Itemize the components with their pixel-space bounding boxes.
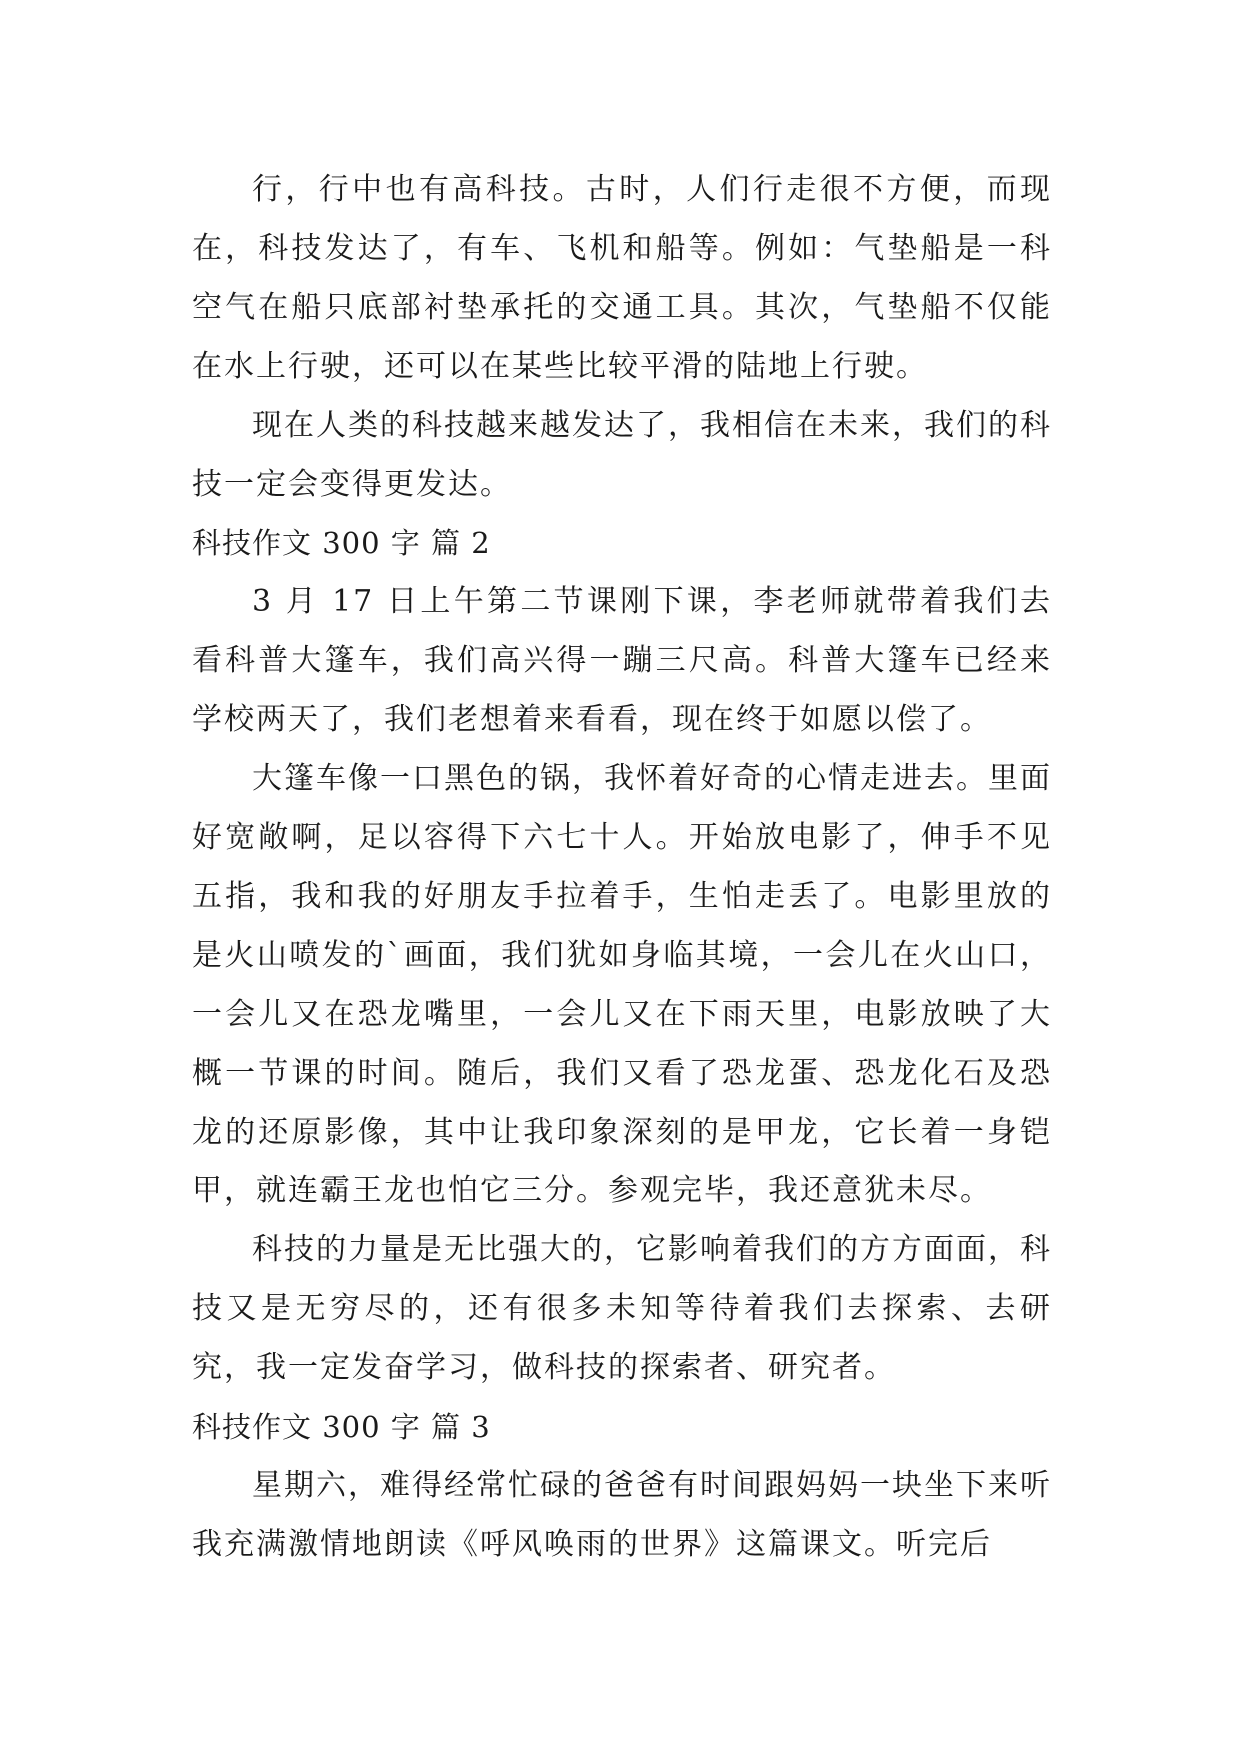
document-body xyxy=(192,161,1052,1575)
section-heading: 科技作文 300 字 篇 2 xyxy=(192,526,491,561)
paragraph: 大篷车像一口黑色的锅，我怀着好奇的心情走进去。里面好宽敞啊，足以容得下六七十人。开始放电影了，伸手不见五指，我和我的好朋友手拉着手，生怕走丢了。电影里放的是火山喷发的`画面，我们犹如身临其境，一会儿在火山口，一会儿又在恐龙嘴里，一会儿又在下雨天里，电影放映了大概一节课的时间。随后，我们又看了恐龙蛋、恐龙化石及恐龙的还原影像，其中让我印象深刻的是甲龙，它长着一身铠甲，就连霸王龙也怕它三分。参观完毕，我还意犹未尽。 xyxy=(192,761,1052,1209)
paragraph: 3 月 17 日上午第二节课刚下课，李老师就带着我们去看科普大篷车，我们高兴得一蹦三尺高。科普大篷车已经来学校两天了，我们老想着来看看，现在终于如愿以偿了。 xyxy=(192,584,1052,738)
paragraph: 现在人类的科技越来越发达了，我相信在未来，我们的科技一定会变得更发达。 xyxy=(192,407,1052,502)
paragraph: 科技的力量是无比强大的，它影响着我们的方方面面，科技又是无穷尽的，还有很多未知等待着我们去探索、去研究，我一定发奋学习，做科技的探索者、研究者。 xyxy=(192,1232,1052,1386)
paragraph: 行，行中也有高科技。古时，人们行走很不方便，而现在，科技发达了，有车、飞机和船等。例如：气垫船是一科空气在船只底部衬垫承托的交通工具。其次，气垫船不仅能在水上行驶，还可以在某些比较平滑的陆地上行驶。 xyxy=(192,172,1052,384)
section-heading: 科技作文 300 字 篇 3 xyxy=(192,1410,491,1445)
paragraph: 星期六，难得经常忙碌的爸爸有时间跟妈妈一块坐下来听我充满激情地朗读《呼风唤雨的世界》这篇课文。听完后 xyxy=(192,1467,1052,1562)
